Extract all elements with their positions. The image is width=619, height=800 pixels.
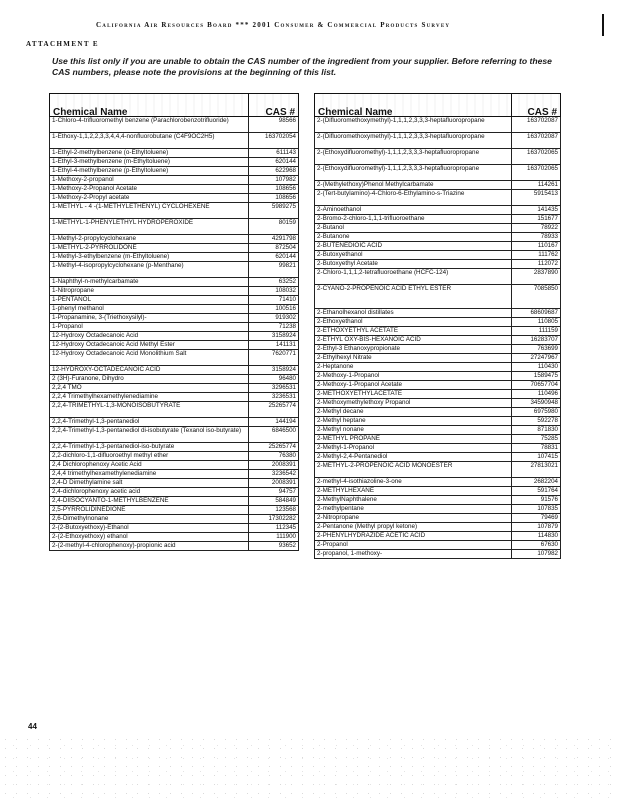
cas-number-cell: 919302 (249, 314, 299, 323)
chemical-name-cell: 1-phenyl methanol (50, 305, 249, 314)
chemical-name-cell: 2,5-PYRROLIDINEDIONE (50, 506, 249, 515)
cas-number-cell: 4291798 (249, 235, 299, 244)
cas-number-cell: 93652 (249, 542, 299, 551)
table-row (315, 269, 561, 285)
chemical-name-cell: 1-Ethyl-2-methylbenzene (o-Ethyltoluene) (50, 149, 249, 158)
cas-number-cell: 2837890 (511, 269, 560, 285)
cas-number-cell: 63252 (249, 278, 299, 287)
chemical-name-cell: 1-Propanamine, 3-(Triethoxysilyl)- (50, 314, 249, 323)
chemical-name-cell: 2-METHYL PROPANE (315, 435, 512, 444)
cas-number-cell: 163702065 (511, 149, 560, 165)
table-row (315, 408, 561, 417)
table-row (315, 215, 561, 224)
chemical-name-cell: 2-Butoxyethanol (315, 251, 512, 260)
chemical-name-cell: 2-Methoxy-1-Propanol (315, 372, 512, 381)
chemical-name-cell: 2-METHYLHEXANE (315, 487, 512, 496)
chemical-name-cell: 1-PENTANOL (50, 296, 249, 305)
chemical-name-cell: 2-(Methylethoxy)Phenol Methylcarbamate (315, 181, 512, 190)
cas-number-cell: 2008391 (249, 461, 299, 470)
cas-number-cell: 107982 (249, 176, 299, 185)
table-row (50, 296, 299, 305)
table-row (50, 219, 299, 235)
cas-number-cell: 110167 (511, 242, 560, 251)
chemical-name-cell: 2-METHYL-2-PROPENOIC ACID MONOESTER (315, 462, 512, 478)
table-row (50, 479, 299, 488)
table-row (50, 158, 299, 167)
chemical-name-cell: 2,4 Dichlorophenoxy Acetic Acid (50, 461, 249, 470)
chemical-name-cell: 1-Ethyl-4-methylbenzene (p-Ethyltoluene) (50, 167, 249, 176)
chemical-name-cell: 2-(Tert-butylamino)-4-Chloro-6-Ethylamino-s-Triazine (315, 190, 512, 206)
cas-number-cell: 108656 (249, 185, 299, 194)
table-row (315, 462, 561, 478)
cas-number-cell: 78831 (511, 444, 560, 453)
table-row (315, 532, 561, 541)
chemical-name-cell: 2-Butoxyethyl Acetate (315, 260, 512, 269)
chemical-name-cell: 2,2-dichloro-1,1-difluoroethyl methyl ether (50, 452, 249, 461)
cas-number-cell: 110805 (511, 318, 560, 327)
cas-number-cell: 107982 (511, 550, 560, 559)
cas-number-cell: 96480 (249, 375, 299, 384)
chemical-name-cell: 2,2,4-Trimethyl-1,3-pentanediol-iso-butyrate (50, 443, 249, 452)
cas-number-cell: 163702087 (511, 133, 560, 149)
cas-number-cell: 620144 (249, 158, 299, 167)
table-row (315, 327, 561, 336)
table-row (50, 185, 299, 194)
cas-number-cell: 100516 (249, 305, 299, 314)
chemical-name-cell: 1-METHYL-1-PHENYLETHYL HYDROPEROXIDE (50, 219, 249, 235)
table-row (315, 478, 561, 487)
table-row (315, 372, 561, 381)
cas-number-cell: 7085850 (511, 285, 560, 309)
chemical-name-cell: 2,2,4 Trimethylhexamethylenediamine (50, 393, 249, 402)
table-row (50, 278, 299, 287)
table-row (315, 224, 561, 233)
table-row (50, 533, 299, 542)
chemical-name-cell: 1-METHYL-2-PYRROLIDONE (50, 244, 249, 253)
chemical-name-cell: 2-Butanone (315, 233, 512, 242)
table-row (315, 233, 561, 242)
cas-number-cell: 872504 (249, 244, 299, 253)
chemical-name-cell: 2-Heptanone (315, 363, 512, 372)
cas-number-cell: 25265774 (249, 402, 299, 418)
column-header-chemical-name: Chemical Name (315, 94, 512, 117)
chemical-name-cell: 2-(Difluoromethoxymethyl)-1,1,1,2,3,3,3-heptafluoropropane (315, 117, 512, 133)
cas-number-cell: 584849 (249, 497, 299, 506)
chemical-name-cell: 2,4-D Dimethylamine salt (50, 479, 249, 488)
column-header-cas: CAS # (511, 94, 560, 117)
table-row (315, 149, 561, 165)
cas-number-cell: 5915413 (511, 190, 560, 206)
chemical-name-cell: 2-Methyl decane (315, 408, 512, 417)
table-row (315, 514, 561, 523)
chemical-name-cell: 1-Ethoxy-1,1,2,2,3,3,4,4,4-nonfluorobutane (C4F9OC2H5) (50, 133, 249, 149)
chemical-name-cell: 2,4-dichlorophenoxy acetic acid (50, 488, 249, 497)
chemical-name-cell: 2-Methyl heptane (315, 417, 512, 426)
cas-number-cell: 107835 (511, 505, 560, 514)
cas-number-cell: 163702065 (511, 165, 560, 181)
cas-number-cell: 141131 (249, 341, 299, 350)
chemical-table-left (49, 93, 299, 551)
chemical-name-cell: 2-(2-Ethoxyethoxy) ethanol (50, 533, 249, 542)
column-header-chemical-name: Chemical Name (50, 94, 249, 117)
cas-number-cell: 591764 (511, 487, 560, 496)
chemical-name-cell: 12-Hydroxy Octadecanoic Acid Methyl Ester (50, 341, 249, 350)
table-row (315, 505, 561, 514)
chemical-name-cell: 1-Propanol (50, 323, 249, 332)
table-row (50, 176, 299, 185)
table-row (50, 515, 299, 524)
chemical-name-cell: 1-Chloro-4-trifluoromethyl benzene (Parachlorobenzotrifluoride) (50, 117, 249, 133)
cas-number-cell: 592278 (511, 417, 560, 426)
cas-number-cell: 114830 (511, 532, 560, 541)
table-row (50, 393, 299, 402)
cas-number-cell: 123568 (249, 506, 299, 515)
cas-number-cell: 70657704 (511, 381, 560, 390)
table-row (50, 332, 299, 341)
cas-number-cell: 94757 (249, 488, 299, 497)
table-row (315, 390, 561, 399)
table-row (50, 506, 299, 515)
table-row (315, 318, 561, 327)
cas-number-cell: 7620771 (249, 350, 299, 366)
table-row (50, 418, 299, 427)
cas-number-cell: 110430 (511, 363, 560, 372)
chemical-name-cell: 2-Methyl-1-Propanol (315, 444, 512, 453)
table-row (315, 133, 561, 149)
chemical-name-cell: 1-Methoxy-2-Propyl acetate (50, 194, 249, 203)
table-row (315, 309, 561, 318)
chemical-name-cell: 2,2,4-TRIMETHYL-1,3-MONOISOBUTYRATE (50, 402, 249, 418)
chemical-name-cell: 2-methylpentane (315, 505, 512, 514)
table-row (50, 314, 299, 323)
cas-number-cell: 67630 (511, 541, 560, 550)
chemical-name-cell: 1-Methyl-3-ethylbenzene (m-Ethyltoluene) (50, 253, 249, 262)
table-row (50, 452, 299, 461)
table-row (315, 381, 561, 390)
cas-number-cell: 68609687 (511, 309, 560, 318)
chemical-name-cell: 2-(Difluoromethoxymethyl)-1,1,1,2,3,3,3-heptafluoropropane (315, 133, 512, 149)
chemical-name-cell: 1-METHYL - 4 -(1-METHYLETHENYL) CYCLOHEXENE (50, 203, 249, 219)
table-row (50, 341, 299, 350)
chemical-name-cell: 2-(2-methyl-4-chlorophenoxy)-propionic acid (50, 542, 249, 551)
attachment-label: ATTACHMENT E (26, 40, 100, 48)
table-row (315, 345, 561, 354)
chemical-name-cell: 1-Nitropropane (50, 287, 249, 296)
cas-number-cell: 79469 (511, 514, 560, 523)
table-row (315, 444, 561, 453)
chemical-name-cell: 1-Methoxy-2-Propanol Acetate (50, 185, 249, 194)
cas-number-cell: 111159 (511, 327, 560, 336)
cas-number-cell: 163702087 (511, 117, 560, 133)
chemical-name-cell: 12-Hydroxy Octadecanoic Acid (50, 332, 249, 341)
cas-number-cell: 108656 (249, 194, 299, 203)
table-row (315, 165, 561, 181)
cas-number-cell: 107879 (511, 523, 560, 532)
cas-number-cell: 763699 (511, 345, 560, 354)
chemical-name-cell: 2-Ethoxyethanol (315, 318, 512, 327)
table-row (50, 253, 299, 262)
page-number: 44 (28, 722, 37, 731)
table-row (50, 384, 299, 393)
table-row (315, 453, 561, 462)
table-row (50, 235, 299, 244)
cas-number-cell: 99821 (249, 262, 299, 278)
cas-number-cell: 75285 (511, 435, 560, 444)
table-row (50, 117, 299, 133)
chemical-name-cell: 1-Methoxy-2-propanol (50, 176, 249, 185)
chemical-table-right (314, 93, 561, 559)
cas-number-cell: 27813021 (511, 462, 560, 478)
table-row (315, 523, 561, 532)
table-row (315, 285, 561, 309)
chemical-name-cell: 2-BUTENEDIOIC ACID (315, 242, 512, 251)
table-row (50, 366, 299, 375)
chemical-name-cell: 2-Nitropropane (315, 514, 512, 523)
chemical-name-cell: 2-PHENYLHYDRAZIDE ACETIC ACID (315, 532, 512, 541)
cas-number-cell: 27247967 (511, 354, 560, 363)
chemical-name-cell: 2-methyl-4-isothiazoline-3-one (315, 478, 512, 487)
cas-number-cell: 151677 (511, 215, 560, 224)
chemical-name-cell: 2 (3H)-Furanone, Dihydro (50, 375, 249, 384)
cas-number-cell: 163702054 (249, 133, 299, 149)
table-row (50, 133, 299, 149)
cas-number-cell: 110496 (511, 390, 560, 399)
cas-number-cell: 80159 (249, 219, 299, 235)
cas-number-cell: 611143 (249, 149, 299, 158)
chemical-name-cell: 2-Butanol (315, 224, 512, 233)
cas-number-cell: 98566 (249, 117, 299, 133)
cas-number-cell: 17302282 (249, 515, 299, 524)
table-row (50, 443, 299, 452)
table-row (50, 262, 299, 278)
chemical-name-cell: 2,2,4-Trimethyl-1,3-pentanediol (50, 418, 249, 427)
chemical-table-right-body (315, 117, 561, 559)
column-header-cas: CAS # (249, 94, 299, 117)
table-row (315, 363, 561, 372)
cas-number-cell: 16283707 (511, 336, 560, 345)
survey-header: California Air Resources Board *** 2001 Consumer & Commercial Products Survey (96, 21, 451, 29)
table-row (50, 524, 299, 533)
cas-number-cell: 3236542 (249, 470, 299, 479)
table-row (315, 417, 561, 426)
chemical-name-cell: 2,4,4 trimethylhexamethylenediamine (50, 470, 249, 479)
chemical-name-cell: 2-MethylNaphthalene (315, 496, 512, 505)
cas-number-cell: 111900 (249, 533, 299, 542)
chemical-name-cell: 2-Ethanolhexanol distillates (315, 309, 512, 318)
chemical-name-cell: 12-Hydroxy Octadecanoic Acid Monolithium Salt (50, 350, 249, 366)
chemical-name-cell: 2-Aminoethanol (315, 206, 512, 215)
chemical-name-cell: 1-Naphthyl-n-methylcarbamate (50, 278, 249, 287)
table-row (50, 203, 299, 219)
cas-number-cell: 108032 (249, 287, 299, 296)
table-row (50, 244, 299, 253)
table-row (315, 260, 561, 269)
table-row (50, 427, 299, 443)
chemical-name-cell: 2,2,4 TMO (50, 384, 249, 393)
table-row (50, 167, 299, 176)
chemical-name-cell: 2,6-Dimethylnonane (50, 515, 249, 524)
cas-number-cell: 112072 (511, 260, 560, 269)
table-row (50, 488, 299, 497)
scan-noise (0, 735, 619, 800)
chemical-name-cell: 2-Methoxy-1-Propanol Acetate (315, 381, 512, 390)
table-row (315, 487, 561, 496)
table-row (50, 470, 299, 479)
chemical-name-cell: 2,2,4-Trimethyl-1,3-pentanediol di-isobutyrate (Texanol iso-butyrate) (50, 427, 249, 443)
table-row (315, 354, 561, 363)
chemical-name-cell: 2-ETHOXYETHYL ACETATE (315, 327, 512, 336)
corner-mark (602, 14, 604, 36)
chemical-name-cell: 12-HYDROXY-OCTADECANOIC ACID (50, 366, 249, 375)
cas-number-cell: 5989275 (249, 203, 299, 219)
cas-number-cell: 111762 (511, 251, 560, 260)
chemical-name-cell: 2-(Ethoxydifluoromethyl)-1,1,1,2,3,3,3-heptafluoropropane (315, 149, 512, 165)
chemical-name-cell: 2-Ethyl-3 Ethanoxypropionate (315, 345, 512, 354)
table-row (50, 497, 299, 506)
chemical-name-cell: 2-Pentanone (Methyl propyl ketone) (315, 523, 512, 532)
instructions-text: Use this list only if you are unable to obtain the CAS number of the ingredient from your supplier. Before referring to these CAS numbers, please note the provisions at the beginning of this list. (52, 56, 552, 77)
chemical-name-cell: 2-CYANO-2-PROPENOIC ACID ETHYL ESTER (315, 285, 512, 309)
table-row (315, 190, 561, 206)
chemical-name-cell: 2-METHOXYETHYLACETATE (315, 390, 512, 399)
table-row (315, 181, 561, 190)
cas-number-cell: 622968 (249, 167, 299, 176)
table-row (50, 287, 299, 296)
table-row (315, 251, 561, 260)
table-row (50, 305, 299, 314)
table-row (315, 435, 561, 444)
cas-number-cell: 3158924 (249, 366, 299, 375)
table-row (50, 350, 299, 366)
cas-number-cell: 91576 (511, 496, 560, 505)
chemical-name-cell: 2-ETHYL OXY-BIS-HEXANOIC ACID (315, 336, 512, 345)
table-row (315, 426, 561, 435)
cas-number-cell: 71410 (249, 296, 299, 305)
chemical-name-cell: 2-Methoxymethylethoxy Propanol (315, 399, 512, 408)
table-row (50, 542, 299, 551)
chemical-name-cell: 2-Propanol (315, 541, 512, 550)
table-row (315, 399, 561, 408)
chemical-name-cell: 2,4-DIISOCYANTO-1-METHYLBENZENE (50, 497, 249, 506)
cas-number-cell: 141435 (511, 206, 560, 215)
table-row (315, 336, 561, 345)
table-row (315, 550, 561, 559)
table-row (50, 194, 299, 203)
chemical-name-cell: 1-Ethyl-3-methylbenzene (m-Ethyltoluene) (50, 158, 249, 167)
chemical-name-cell: 1-Methyl-4-isopropylcyclohexane (p-Menthane) (50, 262, 249, 278)
cas-number-cell: 71238 (249, 323, 299, 332)
chemical-name-cell: 2-Methyl-2,4-Pentanediol (315, 453, 512, 462)
chemical-name-cell: 2-(2-Butoxyethoxy)-Ethanol (50, 524, 249, 533)
cas-number-cell: 78922 (511, 224, 560, 233)
cas-number-cell: 3296531 (249, 384, 299, 393)
cas-number-cell: 78933 (511, 233, 560, 242)
cas-number-cell: 112345 (249, 524, 299, 533)
table-row (315, 496, 561, 505)
chemical-name-cell: 2-(Ethoxydifluoromethyl)-1,1,1,2,3,3,3-heptafluoropropane (315, 165, 512, 181)
cas-number-cell: 2682204 (511, 478, 560, 487)
table-row (50, 461, 299, 470)
cas-number-cell: 107415 (511, 453, 560, 462)
chemical-name-cell: 2-Chloro-1,1,1,2-tetrafluoroethane (HCFC-124) (315, 269, 512, 285)
cas-number-cell: 25265774 (249, 443, 299, 452)
cas-number-cell: 620144 (249, 253, 299, 262)
table-row (50, 149, 299, 158)
table-row (315, 206, 561, 215)
table-row (50, 323, 299, 332)
cas-number-cell: 871830 (511, 426, 560, 435)
table-row (50, 402, 299, 418)
chemical-table-left-body (50, 117, 299, 551)
cas-number-cell: 6846500 (249, 427, 299, 443)
cas-number-cell: 2008391 (249, 479, 299, 488)
cas-number-cell: 3158924 (249, 332, 299, 341)
cas-number-cell: 3236531 (249, 393, 299, 402)
chemical-name-cell: 2-Bromo-2-chloro-1,1,1-trifluoroethane (315, 215, 512, 224)
table-row (315, 541, 561, 550)
cas-number-cell: 34590948 (511, 399, 560, 408)
chemical-name-cell: 2-Ethylhexyl Nitrate (315, 354, 512, 363)
cas-number-cell: 144194 (249, 418, 299, 427)
table-row (315, 242, 561, 251)
table-row (315, 117, 561, 133)
cas-number-cell: 114261 (511, 181, 560, 190)
cas-number-cell: 6975980 (511, 408, 560, 417)
chemical-name-cell: 1-Methyl-2-propylcyclohexane (50, 235, 249, 244)
cas-number-cell: 1589475 (511, 372, 560, 381)
cas-number-cell: 76380 (249, 452, 299, 461)
chemical-name-cell: 2-Methyl nonane (315, 426, 512, 435)
chemical-name-cell: 2-propanol, 1-methoxy- (315, 550, 512, 559)
table-row (50, 375, 299, 384)
